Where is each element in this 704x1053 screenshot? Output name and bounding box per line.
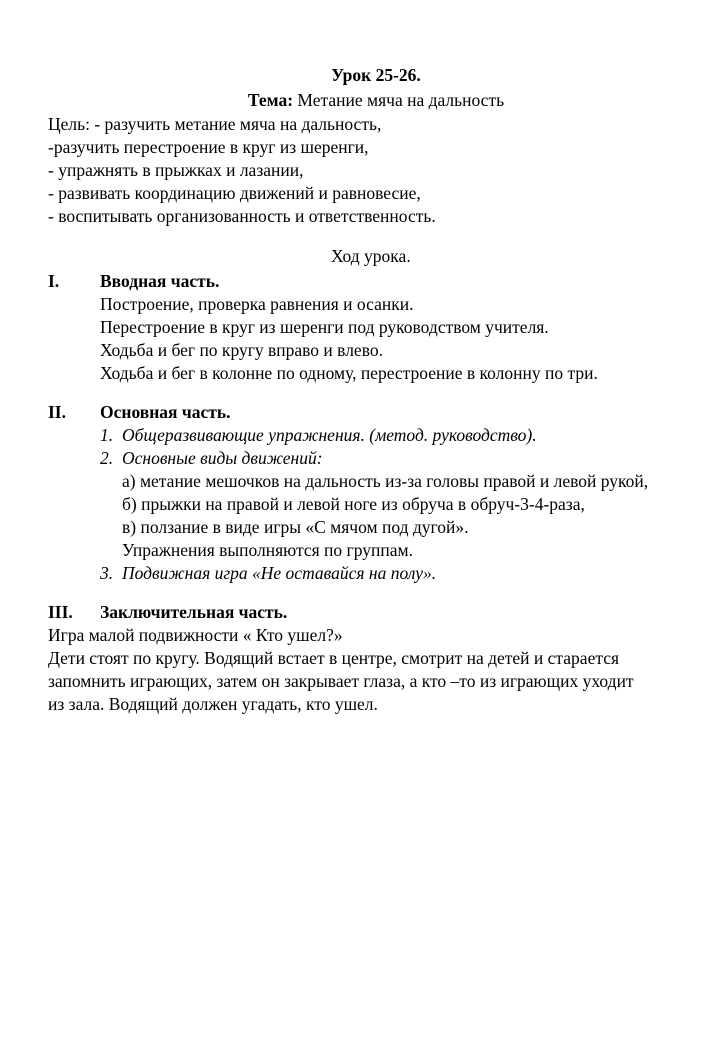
section2-item2-number: 2. (100, 448, 114, 468)
section2-sub-c: в) ползание в виде игры «С мячом под дугой». (122, 517, 469, 537)
topic-line (24, 89, 704, 112)
goal-line-3: - упражнять в прыжках и лазании, (48, 160, 304, 180)
section2-item1-number: 1. (100, 425, 114, 445)
section2-item1: Общеразвивающие упражнения. (метод. руководство). (122, 425, 537, 445)
topic-label: Тема: (247, 90, 294, 110)
section2-item3: Подвижная игра «Не оставайся на полу». (122, 563, 437, 583)
topic-value: Метание мяча на дальность (293, 90, 505, 110)
goal-line-4: - развивать координацию движений и равновесие, (48, 183, 421, 203)
section3-numeral: III. (48, 602, 73, 622)
section2-sub-b: б) прыжки на правой и левой ноге из обруча в обруч-3-4-раза, (122, 494, 585, 514)
section2-numeral: II. (48, 402, 66, 422)
goal-line-5: - воспитывать организованность и ответственность. (48, 206, 436, 226)
section2-sub-a: а) метание мешочков на дальность из-за головы правой и левой рукой, (122, 471, 649, 491)
section3-title: Заключительная часть. (100, 602, 288, 622)
section1-numeral: I. (48, 271, 60, 291)
section3-line-1: Игра малой подвижности « Кто ушел?» (48, 625, 343, 645)
section1-line-2: Перестроение в круг из шеренги под руководством учителя. (100, 317, 549, 337)
section1-line-1: Построение, проверка равнения и осанки. (100, 294, 414, 314)
section3-line-3: запомнить играющих, затем он закрывает глаза, а кто –то из играющих уходит (48, 671, 634, 691)
section1-line-3: Ходьба и бег по кругу вправо и влево. (100, 340, 383, 360)
section2-item2: Основные виды движений: (122, 448, 323, 468)
goal-line-2: -разучить перестроение в круг из шеренги, (48, 137, 369, 157)
section3-line-4: из зала. Водящий должен угадать, кто ушел. (48, 694, 378, 714)
section1-line-4: Ходьба и бег в колонне по одному, перестроение в колонну по три. (100, 363, 598, 383)
course-title: Ход урока. (331, 246, 411, 266)
section2-item3-number: 3. (100, 563, 114, 583)
section1-title: Вводная часть. (100, 271, 220, 291)
goal-line-1: Цель: - разучить метание мяча на дальность, (48, 114, 382, 134)
section2-sub-note: Упражнения выполняются по группам. (122, 540, 413, 560)
lesson-title: Урок 25-26. (331, 65, 421, 85)
section2-title: Основная часть. (100, 402, 231, 422)
section3-line-2: Дети стоят по кругу. Водящий встает в центре, смотрит на детей и старается (48, 648, 620, 668)
